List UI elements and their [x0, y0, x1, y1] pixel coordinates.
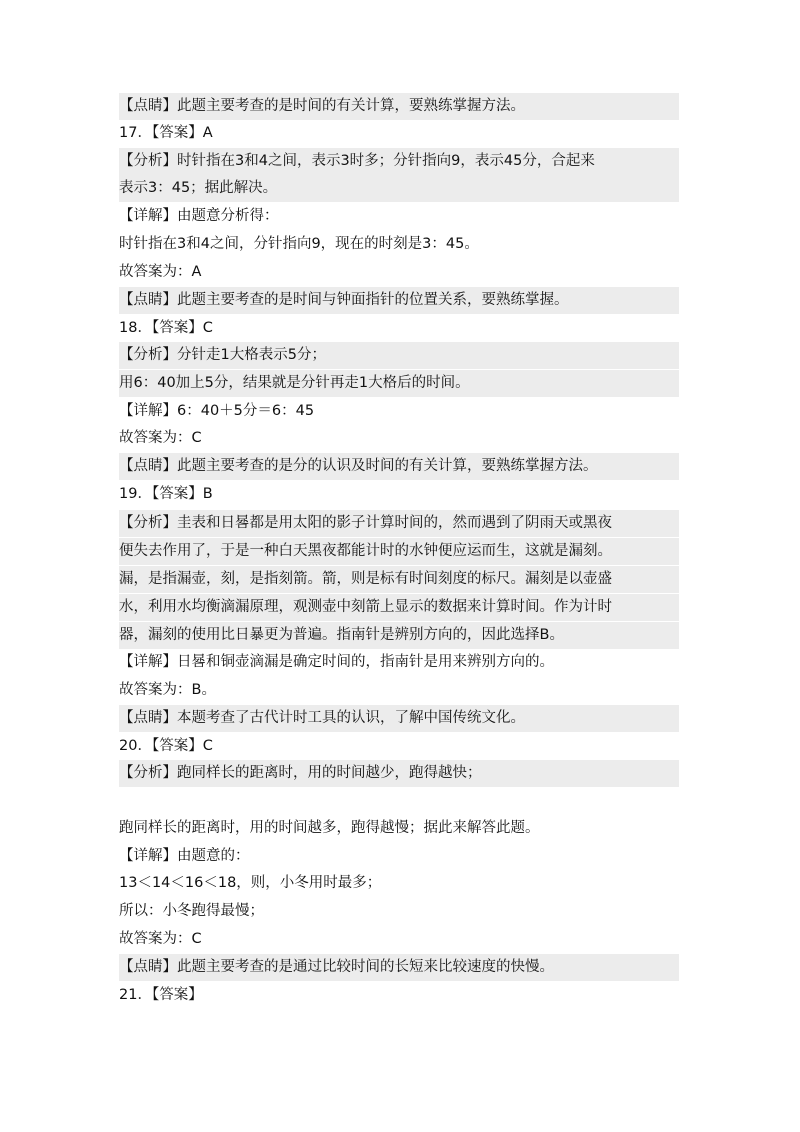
text-line: 水，利用水均衡滴漏原理，观测壶中刻箭上显示的数据来计算时间。作为计时 — [119, 594, 679, 621]
text-line: 13＜14＜16＜18，则，小冬用时最多； — [119, 875, 382, 891]
text-line: 故答案为：A — [119, 264, 202, 280]
text-line: 17．【答案】A — [119, 125, 213, 141]
text-line: 所以：小冬跑得最慢； — [119, 903, 264, 919]
text-line: 【点睛】此题主要考查的是分的认识及时间的有关计算，要熟练掌握方法。 — [119, 453, 679, 480]
text-line: 21．【答案】 — [119, 987, 203, 1003]
text-line: 【点睛】此题主要考查的是时间的有关计算，要熟练掌握方法。 — [119, 93, 679, 120]
text-line: 【分析】圭表和日晷都是用太阳的影子计算时间的，然而遇到了阴雨天或黑夜 — [119, 510, 679, 537]
text-line: 【点睛】本题考查了古代计时工具的认识，了解中国传统文化。 — [119, 705, 679, 732]
text-line: 【分析】跑同样长的距离时，用的时间越少，跑得越快； — [119, 760, 679, 787]
text-line: 漏，是指漏壶，刻，是指刻箭。箭，则是标有时间刻度的标尺。漏刻是以壶盛 — [119, 566, 679, 593]
text-line: 故答案为：C — [119, 430, 202, 446]
text-line: 时针指在3和4之间，分针指向9，现在的时刻是3：45。 — [119, 236, 479, 252]
text-line: 【详解】日晷和铜壶滴漏是确定时间的，指南针是用来辨别方向的。 — [119, 654, 554, 670]
text-line: 【点睛】此题主要考查的是通过比较时间的长短来比较速度的快慢。 — [119, 954, 679, 981]
text-line: 故答案为：B。 — [119, 682, 216, 698]
text-line: 器，漏刻的使用比日暴更为普遍。指南针是辨别方向的，因此选择B。 — [119, 622, 679, 649]
text-line: 【分析】时针指在3和4之间，表示3时多；分针指向9，表示45分，合起来 — [119, 148, 679, 175]
text-line: 【详解】由题意的： — [119, 848, 250, 864]
text-line: 20．【答案】C — [119, 738, 213, 754]
text-line: 【分析】分针走1大格表示5分； — [119, 342, 679, 369]
text-line: 19．【答案】B — [119, 486, 213, 502]
text-line: 用6：40加上5分，结果就是分针再走1大格后的时间。 — [119, 370, 679, 397]
text-line: 表示3：45；据此解决。 — [119, 175, 679, 202]
text-line: 故答案为：C — [119, 931, 202, 947]
text-line: 18．【答案】C — [119, 320, 213, 336]
text-line: 【详解】6：40＋5分＝6：45 — [119, 403, 315, 419]
text-line: 【点睛】此题主要考查的是时间与钟面指针的位置关系，要熟练掌握。 — [119, 287, 679, 314]
text-line: 【详解】由题意分析得： — [119, 208, 279, 224]
text-line — [119, 789, 679, 816]
text-line: 便失去作用了，于是一种白天黑夜都能计时的水钟便应运而生，这就是漏刻。 — [119, 538, 679, 565]
text-line: 跑同样长的距离时，用的时间越多，跑得越慢；据此来解答此题。 — [119, 820, 540, 836]
